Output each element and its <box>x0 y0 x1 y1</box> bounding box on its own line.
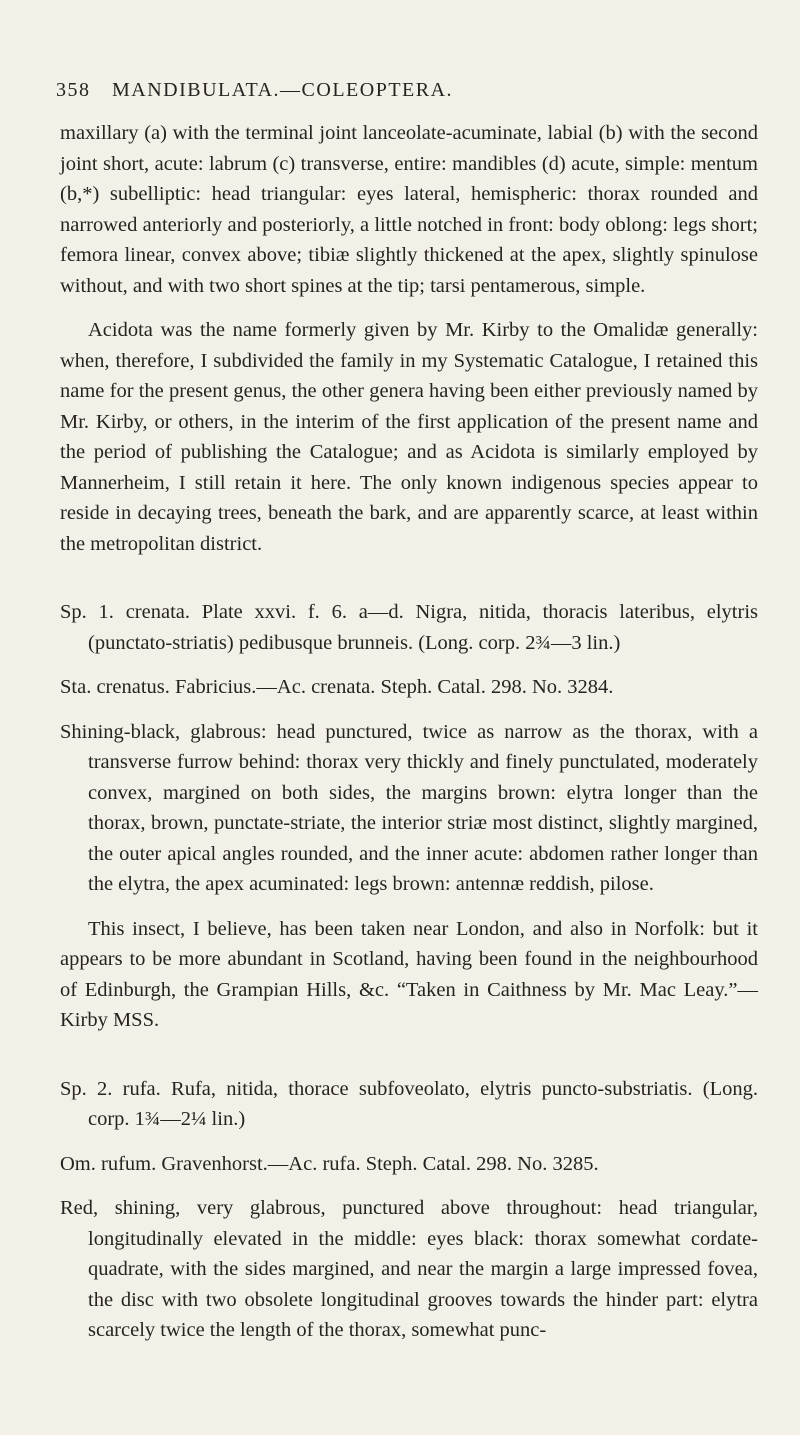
genus-remarks: Acidota was the name formerly given by Mr. Kirby to the Omalidæ generally: when, therefore, I subdivided the family in my Systematic Catalogue, I retained this name for the present genus, the other genera having been either previously named by Mr. Kirby, or others, in the interim of the first application of the present name and the period of publishing the Catalogue; and as Acidota is similarly employed by Mannerheim, I still retain it here. The only known indigenous species appear to reside in decaying trees, beneath the bark, and are apparently scarce, at least within the metropolitan district. <box>60 319 758 555</box>
species-2-heading: Sp. 2. rufa. Rufa, nitida, thorace subfoveolato, elytris puncto-substriatis. (Long. corp. 1¾—2¼ lin.) <box>60 1077 758 1130</box>
species-1-heading: Sp. 1. crenata. Plate xxvi. f. 6. a—d. Nigra, nitida, thoracis lateribus, elytris (punctato-striatis) pedibusque brunneis. (Long. corp. 2¾—3 lin.) <box>60 601 758 654</box>
page-header <box>56 79 756 102</box>
species-1-synonymy: Sta. crenatus. Fabricius.—Ac. crenata. Steph. Catal. 298. No. 3284. <box>60 676 614 698</box>
page-number: 358 <box>56 79 91 101</box>
page-body <box>60 118 758 1346</box>
running-title: MANDIBULATA.—COLEOPTERA. <box>112 79 454 101</box>
species-1-description: Shining-black, glabrous: head punctured, twice as narrow as the thorax, with a transverse furrow behind: thorax very thickly and finely punctulated, moderately convex, margined on both sides, the margins brown: elytra longer than the thorax, brown, punctate-striate, the interior striæ most distinct, slightly margined, the outer apical angles rounded, and the inner acute: abdomen rather longer than the elytra, the apex acuminated: legs brown: antennæ reddish, pilose. <box>60 720 758 895</box>
species-2-description: Red, shining, very glabrous, punctured above throughout: head triangular, longitudinally elevated in the middle: eyes black: thorax somewhat cordate-quadrate, with the sides margined, and near the margin a large impressed fovea, the disc with two obsolete longitudinal grooves towards the hinder part: elytra scarcely twice the length of the thorax, somewhat punc- <box>60 1197 758 1341</box>
genus-description-continued: maxillary (a) with the terminal joint lanceolate-acuminate, labial (b) with the second joint short, acute: labrum (c) transverse, entire: mandibles (d) acute, simple: mentum (b,*) subelliptic: head triangular: eyes lateral, hemispheric: thorax rounded and narrowed anteriorly and posteriorly, a little notched in front: body oblong: legs short; femora linear, convex above; tibiæ slightly thickened at the apex, slightly spinulose without, and with two short spines at the tip; tarsi pentamerous, simple. <box>60 122 758 297</box>
species-1-locality: This insect, I believe, has been taken near London, and also in Norfolk: but it appears to be more abundant in Scotland, having been found in the neighbourhood of Edinburgh, the Grampian Hills, &c. “Taken in Caithness by Mr. Mac Leay.”—Kirby MSS. <box>60 917 758 1031</box>
species-2-synonymy: Om. rufum. Gravenhorst.—Ac. rufa. Steph. Catal. 298. No. 3285. <box>60 1152 599 1175</box>
